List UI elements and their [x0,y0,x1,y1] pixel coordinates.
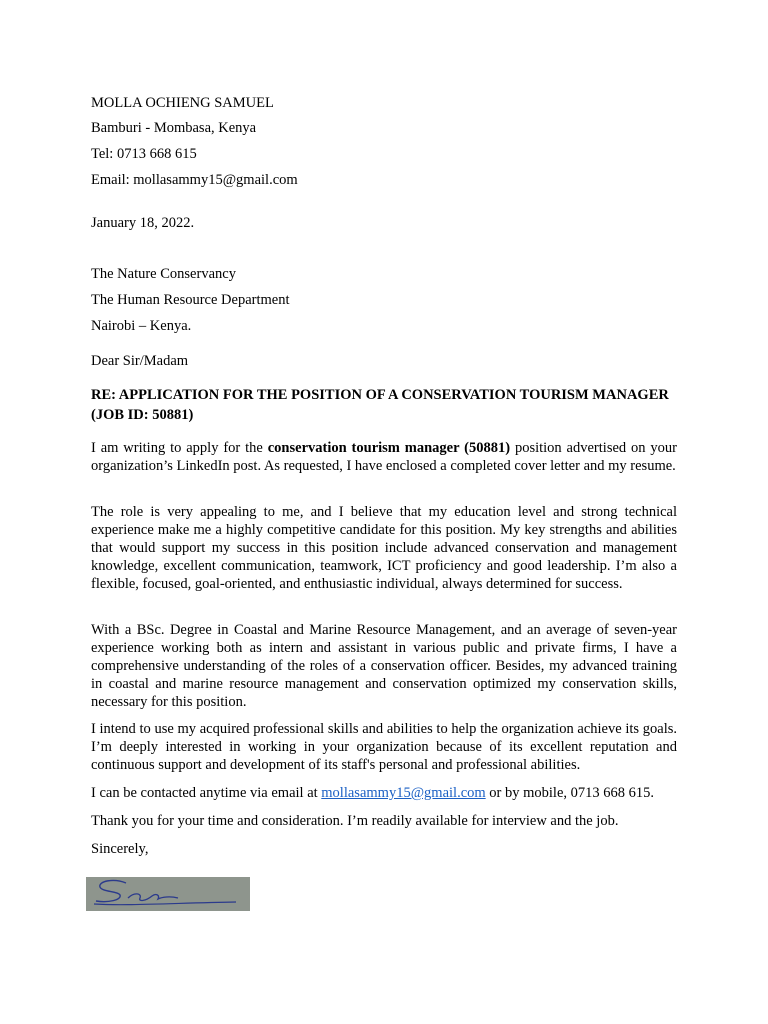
recipient-department: The Human Resource Department [91,292,290,308]
recipient-organization: The Nature Conservancy [91,266,236,282]
sender-phone: Tel: 0713 668 615 [91,146,197,162]
body-paragraph-4: I intend to use my acquired professional skills and abilities to help the organization achieve its goals. I’m deeply interested in working in your organization because of its excellent reputation and continuous support and development of its staff's personal and professional abilities. [91,721,677,773]
signature-image [86,877,250,911]
body-paragraph-3: With a BSc. Degree in Coastal and Marine Resource Management, and an average of seven-year experience working both as intern and assistant in various public and private firms, I have a comprehensive understanding of the roles of a conservation officer. Besides, my advanced training in coastal and marine resource management and conservation optimized my conservation skills, necessary for this position. [91,622,677,710]
closing: Sincerely, [91,841,149,857]
sender-name: MOLLA OCHIENG SAMUEL [91,95,274,111]
position-title: conservation tourism manager (50881) [267,440,511,456]
email-link[interactable]: mollasammy15@gmail.com [321,785,486,801]
sender-address: Bamburi - Mombasa, Kenya [91,120,257,136]
subject-heading: RE: APPLICATION FOR THE POSITION OF A CONSERVATION TOURISM MANAGER (JOB ID: 50881) [91,387,669,423]
salutation: Dear Sir/Madam [91,353,189,369]
contact-line [91,784,654,802]
body-paragraph-1 [91,439,677,475]
letter-date: January 18, 2022. [91,215,195,231]
sender-email: Email: mollasammy15@gmail.com [91,172,298,188]
signature-background [86,877,250,911]
body-paragraph-2: The role is very appealing to me, and I believe that my education level and strong technical experience make me a highly competitive candidate for this position. My key strengths and abilities that would support my success in this position include advanced conservation and management knowledge, excellent communication, teamwork, ICT proficiency and good leadership. I’m also a flexible, focused, goal-oriented, and enthusiastic individual, always determined for success. [91,504,677,592]
thank-you-line: Thank you for your time and consideration. I’m readily available for interview and the job. [91,813,619,829]
recipient-location: Nairobi – Kenya. [91,318,192,334]
p1-text-start: I am writing to apply for the [91,440,268,456]
contact-text-end: or by mobile, 0713 668 615. [485,785,655,801]
p1-text-end: position advertised on your organization’s LinkedIn post. As requested, I have enclosed a completed cover letter and my resume. [91,440,677,474]
contact-text-start: I can be contacted anytime via email at [91,785,322,801]
